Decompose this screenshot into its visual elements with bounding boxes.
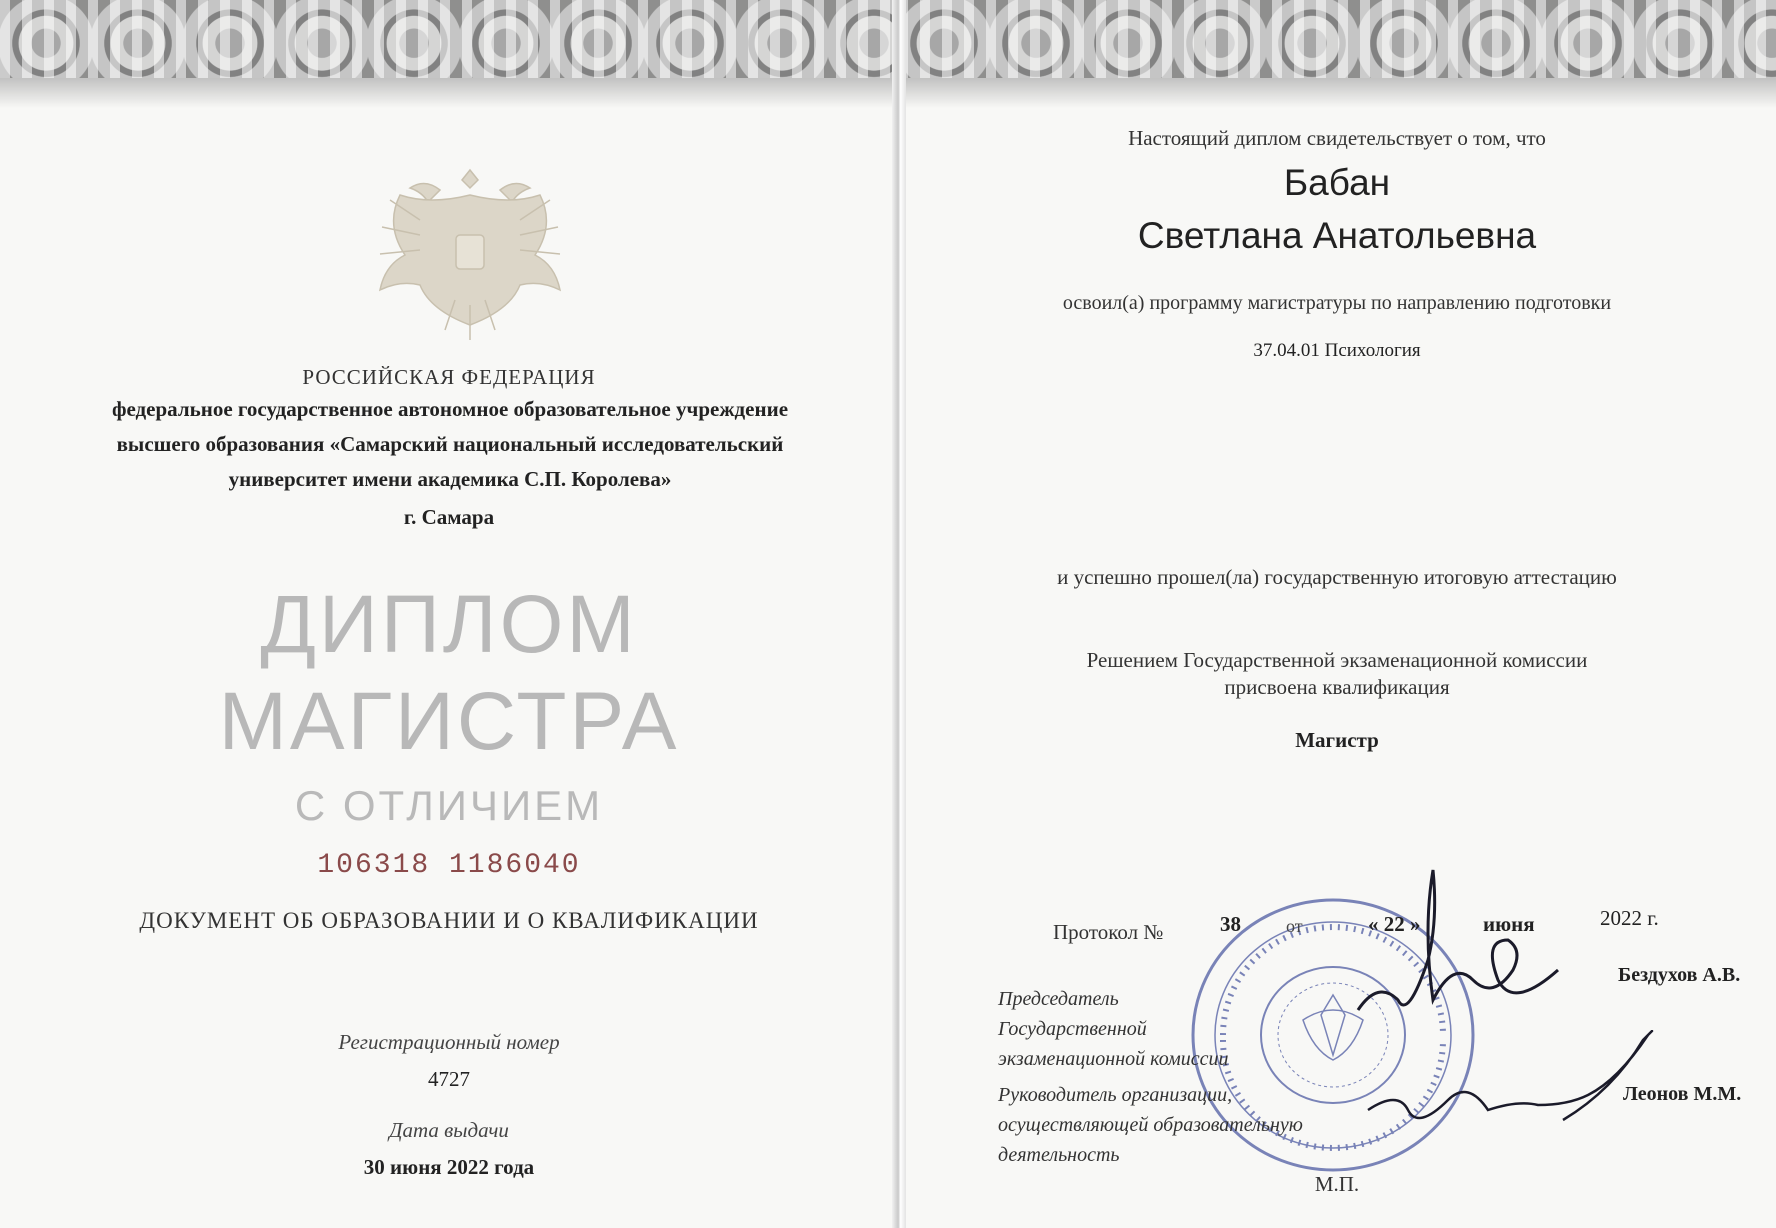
intro-text: Настоящий диплом свидетельствует о том, что (1128, 126, 1546, 150)
protocol-day: « 22 » (1368, 912, 1421, 936)
chair-label-line: Председатель (998, 988, 1119, 1010)
chair-label (998, 984, 1228, 1074)
institution-line: высшего образования «Самарский национальный исследовательский (116, 432, 784, 456)
diploma-title-honors: С ОТЛИЧИЕМ (294, 782, 604, 829)
issue-date: 30 июня 2022 года (363, 1155, 535, 1179)
graduate-given-names: Светлана Анатольевна (1137, 215, 1537, 256)
institution-line: университет имени академика С.П. Королева» (228, 467, 672, 491)
city: г. Самара (403, 505, 495, 529)
institution-line: федеральное государственное автономное образовательное учреждение (111, 397, 789, 421)
head-label-line: осуществляющей образовательную (998, 1114, 1303, 1136)
chair-label-line: Государственной (998, 1018, 1147, 1040)
protocol-year: 2022 г. (1600, 906, 1659, 930)
right-page (898, 0, 1776, 1228)
head-label (998, 1080, 1303, 1170)
chair-signature-icon (1338, 860, 1598, 1040)
serial-number: 106318 1186040 (317, 850, 581, 881)
protocol-month: июня (1483, 912, 1535, 936)
head-name: Леонов М.М. (1623, 1083, 1742, 1105)
diploma-title-line1: ДИПЛОМ (260, 579, 638, 670)
attestation-text: и успешно прошел(ла) государственную итоговую аттестацию (1057, 565, 1617, 589)
security-ornament-border (898, 0, 1776, 108)
country-name: РОССИЙСКАЯ ФЕДЕРАЦИЯ (302, 365, 596, 389)
chair-name: Бездухов А.В. (1618, 964, 1741, 986)
decision-line: присвоена квалификация (1224, 675, 1450, 699)
protocol-from: от (1286, 916, 1303, 936)
issue-date-label: Дата выдачи (389, 1118, 509, 1142)
double-headed-eagle-icon (360, 150, 580, 350)
program-code: 37.04.01 Психология (1253, 340, 1421, 361)
graduate-surname: Бабан (1283, 162, 1391, 203)
registration-label: Регистрационный номер (338, 1030, 560, 1054)
chair-label-line: экзаменационной комиссии (998, 1048, 1229, 1070)
diploma-title-line2: МАГИСТРА (218, 676, 680, 767)
protocol-number: 38 (1220, 912, 1241, 936)
head-label-line: деятельность (998, 1144, 1120, 1166)
institution-name (110, 392, 790, 497)
protocol-label: Протокол № (1053, 920, 1164, 944)
program-description: освоил(а) программу магистратуры по направлению подготовки (1062, 292, 1612, 314)
head-label-line: Руководитель организации, (998, 1084, 1233, 1106)
book-spine (892, 0, 906, 1228)
decision-line: Решением Государственной экзаменационной комиссии (1086, 648, 1588, 672)
stamp-place-label: М.П. (1314, 1172, 1360, 1196)
security-ornament-border (0, 0, 898, 108)
document-type: ДОКУМЕНТ ОБ ОБРАЗОВАНИИ И О КВАЛИФИКАЦИИ (139, 908, 759, 933)
qualification: Магистр (1295, 728, 1379, 752)
registration-number: 4727 (428, 1067, 470, 1091)
